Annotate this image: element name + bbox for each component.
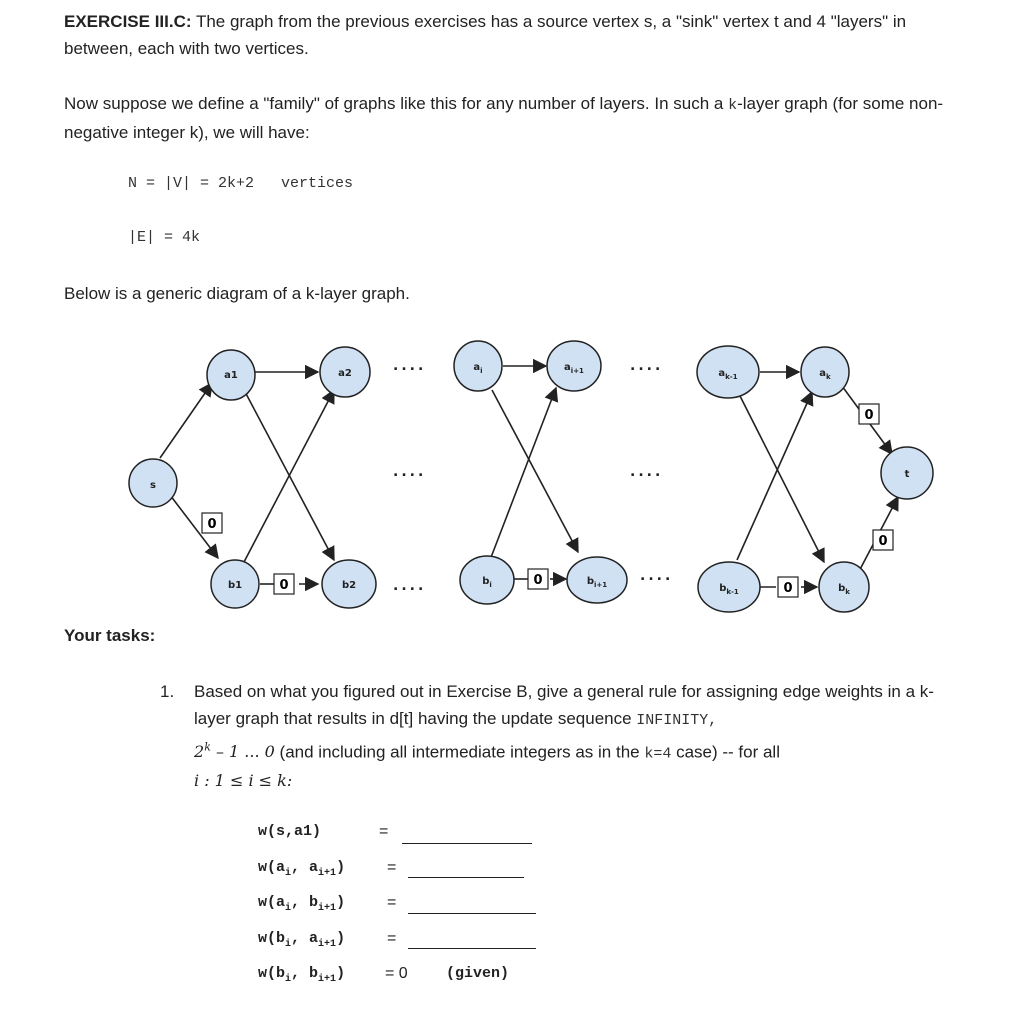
svg-text:a1: a1 bbox=[224, 370, 238, 381]
node-bi1 bbox=[567, 557, 627, 603]
intro-text: The graph from the previous exercises has a source vertex s, a "sink" vertex t and 4 "layers" in between, each with two vertices. bbox=[64, 12, 907, 58]
eq-w-ai-bi1: $w(a_i$, $b_{i+1}$) bbox=[258, 894, 346, 914]
svg-text:ak: $a_k$ bbox=[819, 368, 831, 381]
svg-text:bk-1: $b_{k-1}$ bbox=[719, 583, 739, 596]
node-a1 bbox=[207, 350, 255, 400]
node-t bbox=[881, 447, 933, 499]
svg-text:bk: $b_k$ bbox=[838, 583, 850, 596]
sequence-math bbox=[194, 742, 275, 761]
eq-w-bi-bi1: $w(b_i$, $b_{i+1}$) bbox=[258, 965, 346, 985]
task-text-2: (and including all intermediate integers as in the bbox=[274, 742, 645, 762]
edge-s-a1 bbox=[160, 383, 212, 458]
node-ak bbox=[801, 347, 849, 397]
family-paragraph bbox=[64, 90, 974, 146]
ellipsis-mid-1: .... bbox=[393, 464, 427, 480]
vertices-formula bbox=[128, 175, 353, 192]
node-ai bbox=[454, 341, 502, 391]
ellipsis-mid-2: .... bbox=[630, 464, 664, 480]
infinity-code: INFINITY, bbox=[636, 712, 718, 729]
node-b1 bbox=[211, 560, 259, 608]
ellipsis-bot-1: .... bbox=[393, 578, 427, 594]
svg-text:0: 0 bbox=[878, 534, 888, 549]
svg-text:0: 0 bbox=[279, 578, 289, 593]
eq-w-s-a1: w(s,a1) bbox=[258, 823, 322, 840]
task-text-1: Based on what you figured out in Exercise B, give a general rule for assigning edge weights in a k-layer graph that results in d[t] having the update sequence bbox=[194, 682, 934, 728]
edges-formula: |E| = 4k bbox=[128, 229, 201, 246]
svg-text:b2: b2 bbox=[341, 580, 357, 591]
answer-blank-4[interactable] bbox=[408, 947, 536, 949]
eq-4-equals: = bbox=[387, 930, 397, 947]
vertices-label: vertices bbox=[281, 175, 354, 192]
eq-1-equals: = bbox=[379, 823, 389, 840]
eq-3-equals: = bbox=[387, 894, 397, 911]
diagram-caption: Below is a generic diagram of a k-layer graph. bbox=[64, 284, 410, 303]
svg-text:ai: $a_i$ bbox=[473, 362, 483, 375]
weight-s-b1 bbox=[202, 513, 222, 533]
svg-text:bi+1: $b_{i+1}$ bbox=[586, 576, 608, 589]
node-bk1 bbox=[698, 562, 760, 612]
node-s bbox=[129, 459, 177, 507]
node-bk bbox=[819, 562, 869, 612]
node-ak1 bbox=[697, 346, 759, 398]
task-text bbox=[194, 678, 954, 794]
node-b2 bbox=[322, 560, 376, 608]
task-number: 1. bbox=[160, 682, 175, 701]
sequence-base: 2 bbox=[194, 742, 205, 762]
exercise-label: EXERCISE III.C: bbox=[64, 12, 192, 31]
condition-math: i : 1 ≤ i ≤ k: bbox=[194, 771, 293, 791]
svg-text:b1: b1 bbox=[227, 580, 243, 591]
weight-b1-b2 bbox=[274, 574, 294, 594]
vertices-formula-text: N = |V| = 2k+2 bbox=[128, 175, 255, 192]
svg-text:0: 0 bbox=[783, 581, 793, 596]
weight-bk-t bbox=[873, 530, 893, 550]
weight-bi-bi1 bbox=[528, 569, 548, 589]
ellipsis-top-1: .... bbox=[393, 358, 427, 374]
weight-ak-t bbox=[859, 404, 879, 424]
edge-bi-ai1 bbox=[490, 388, 556, 560]
answer-blank-3[interactable] bbox=[408, 912, 536, 914]
eq-5-equals: = 0 bbox=[385, 965, 408, 982]
k-layer-graph-diagram bbox=[0, 330, 1024, 630]
ellipsis-marks bbox=[393, 358, 673, 594]
node-a2 bbox=[320, 347, 370, 397]
k-code: k bbox=[728, 97, 738, 114]
node-ai1 bbox=[547, 341, 601, 391]
edge-ai-bi1 bbox=[492, 390, 578, 552]
ellipsis-top-2: .... bbox=[630, 358, 664, 374]
family-text-2: -layer graph (for some non-negative integer k), we will have: bbox=[64, 94, 944, 142]
family-text-1: Now suppose we define a "family" of graphs like this for any number of layers. In such a bbox=[64, 94, 729, 113]
weight-labels bbox=[202, 404, 893, 597]
svg-text:bi: $b_i$ bbox=[482, 576, 492, 589]
svg-text:a2: a2 bbox=[338, 368, 352, 379]
given-label: (given) bbox=[446, 965, 510, 982]
given-value: 0 bbox=[398, 965, 408, 982]
svg-text:s: s bbox=[150, 480, 156, 491]
sequence-exponent: k bbox=[204, 741, 211, 754]
tasks-heading: Your tasks: bbox=[64, 626, 156, 645]
node-bi bbox=[460, 556, 514, 604]
svg-text:ak-1: $a_{k-1}$ bbox=[718, 368, 738, 381]
graph-edges bbox=[160, 366, 898, 587]
edge-a1-b2 bbox=[243, 388, 334, 560]
sequence-rest: – 1 ... 0 bbox=[210, 742, 275, 762]
svg-text:0: 0 bbox=[207, 517, 217, 532]
svg-text:0: 0 bbox=[864, 408, 874, 423]
eq-w-bi-ai1: $w(b_i$, $a_{i+1}$) bbox=[258, 930, 346, 950]
svg-text:ai+1: $a_{i+1}$ bbox=[564, 362, 584, 375]
intro-paragraph bbox=[64, 8, 974, 62]
edge-bk1-ak bbox=[737, 392, 812, 560]
answer-blank-1[interactable] bbox=[402, 842, 532, 844]
k4-code: k=4 bbox=[644, 745, 672, 763]
task-text-3: case) -- for all bbox=[671, 742, 780, 762]
edge-ak1-bk bbox=[740, 396, 824, 562]
svg-text:0: 0 bbox=[533, 573, 543, 588]
svg-text:t: t bbox=[904, 469, 910, 480]
eq-w-ai-ai1: $w(a_i$, $a_{i+1}$) bbox=[258, 859, 346, 879]
answer-blank-2[interactable] bbox=[408, 876, 524, 878]
weight-bk1-bk bbox=[778, 577, 798, 597]
eq-2-equals: = bbox=[387, 859, 397, 876]
ellipsis-bot-2: .... bbox=[640, 568, 674, 584]
